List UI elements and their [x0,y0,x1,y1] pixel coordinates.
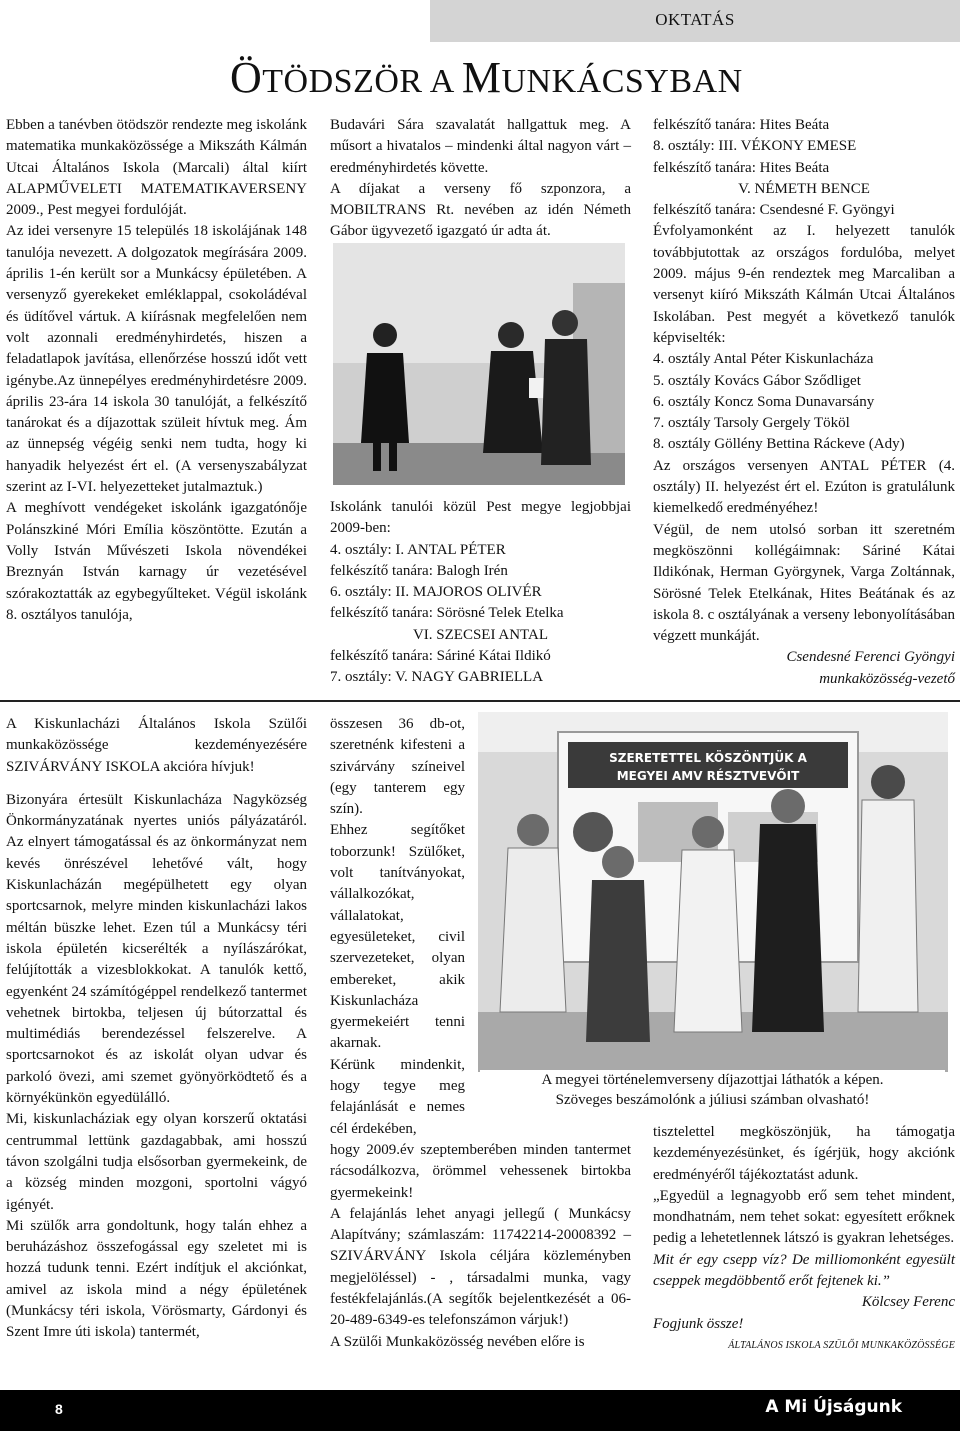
results-line: 7. osztály: V. NAGY GABRIELLA [330,669,544,686]
results-line: 6. osztály: II. MAJOROS OLIVÉR [330,584,542,601]
author-role: munkaközösség-vezető [819,670,955,687]
article-column-5-wide [330,1140,631,1353]
paragraph: Iskolánk tanulói közül Pest megye legjobbjai 2009-ben: [330,499,631,537]
article-column-5-narrow [330,714,465,1140]
results-line: 4. osztály: I. ANTAL PÉTER [330,541,506,558]
results-line: felkészítő tanára: Hites Beáta [653,117,830,133]
paragraph: A díjakat a verseny fő szponzora, a MOBILTRANS Rt. nevében az idén Németh Gábor ügyvezető igazgató úr adta át. [330,180,631,240]
paragraph: A felajánlás lehet anyagi jellegű ( Munkácsy Alapítvány; számlaszám: 11742214-20008392 – SZIVÁRVÁNY Iskola céljára közleményben megjelöléssel) - , társadalmi munka, vagy festékfelajánlás.(A segítők bejelentkezését a 06-20-489-6349-es telefonszámon várjuk!) [330,1205,631,1329]
page-footer [0,1390,960,1431]
paragraph: Végül, de nem utolsó sorban itt szeretném megköszönni kollégáimnak: Sáriné Kátai Ildikónak, Herman Györgynek, Varga Zoltánnak, Sörösné Telek Etelkának, Hites Beátának és az iskola 8. c osztályának a verseny lebonyolításában végzett munkáját. [653,521,955,645]
paragraph: Mi, kiskunlacháziak egy olyan korszerű oktatási centrummal lettünk gazdagabbak, ami hosszú távon szolgálni tudja elsősorban gyermekeink, de a község minden mozgoni, sportolni vágyó igényét. [6,1111,307,1213]
students-group-photo [478,712,948,1072]
section-header-bar [430,0,960,42]
paragraph: Kérünk mindenkit, hogy tegye meg felajánlását e nemes cél érdekében, [330,1056,465,1137]
paragraph: Bizonyára értesült Kiskunlacháza Nagyközség Önkormányzatának nyertes uniós pályázatáról. Az elnyert támogatással és az önkormányzat nem kevés önrészével lehetővé vált, hogy Kiskunlacházán megépülhetett egy olyan sportcsarnok, melyre minden kiskunlacházi lakos méltán büszke lehet. Ezen túl a Munkácsy téri iskola épületén kicserélték a nyílászárókat, felújították a vizesblokkokat. A tanulók kettő, egyenként 24 számítógéppel rendelkező tantermet vehetnek birtokba, teljesen új bútorzattal és multimédiás berendezéssel felszerelve. A sportcsarnokot és az iskolát olyan udvar és parkoló övezi, ami szemet gyönyörködtető és a környékünkön egyedülálló. [6,791,307,1107]
results-line: felkészítő tanára: Hites Beáta [653,159,830,176]
results-line: 4. osztály Antal Péter Kiskunlacháza [653,351,874,368]
article-column-6 [653,1122,955,1356]
paragraph: tisztelettel megköszönjük, ha támogatja kezdeményezésünket, és ígérjük, hogy akciónk eredményéről tájékoztatást adunk. [653,1124,955,1183]
author-name: Csendesné Ferenci Gyöngyi [786,649,955,666]
results-line: VI. SZECSEI ANTAL [412,626,549,643]
results-line: 6. osztály Koncz Soma Dunavarsány [653,393,875,410]
photo-caption [480,1070,945,1110]
paragraph: A Szülői Munkaközösség nevében előre is [330,1333,585,1350]
paragraph: Évfolyamonként az I. helyezett tanulók továbbjutottak az országos fordulóba, melyet 2009. május 9-én rendeztek meg Marcaliban a versenyt kiíró Mikszáth Kálmán Utcai Általános Iskolában. Pest megyét a következő tanulók képviselték: [653,223,955,346]
results-line: 5. osztály Kovács Gábor Sződliget [653,372,861,389]
results-line: 8. osztály Göllény Bettina Ráckeve (Ady) [653,436,905,453]
results-line: V. NÉMETH BENCE [738,180,870,197]
section-divider [0,700,960,702]
paragraph: Ebben a tanévben ötödször rendezte meg iskolánk matematika munkaközössége a Mikszáth Kálmán Utcai Általános Iskola (Marcali) által kiírt ALAPMŰVELETI MATEMATIKAVERSENY 2009., Pest megyei fordulóját. [6,117,307,219]
section-label: OKTATÁS [655,10,735,29]
signature: ÁLTALÁNOS ISKOLA SZÜLŐI MUNKAKÖZÖSSÉGE [728,1339,955,1351]
article-column-2-top [330,115,631,243]
paragraph: hogy 2009.év szeptemberében minden tantermet rácsodálkozva, örömmel vehessenek birtokba gyermekeink! [330,1142,631,1201]
paragraph: összesen 36 db-ot, szeretnénk kifesteni a szivárvány színeivel (egy tanterem egy szín). [330,716,465,818]
results-line: felkészítő tanára: Sáriné Kátai Ildikó [330,648,551,665]
banner-line-2: MEGYEI AMV RÉSZTVEVŐIT [616,769,800,783]
slogan: Fogjunk össze! [653,1315,744,1332]
paragraph: Az idei versenyre 15 település 18 iskolájának 148 tanulója nevezett. A dolgozatok megírására 2009. április 1-én került sor a Munkácsy épületében. A versenyző gyerekeket emléklappal, csokoládéval és üdítővel vártuk. A kiírásnak megfelelően nem volt azonnali eredményhirdetés, hiszen a feladatlapok javítása, ellenőrzése hosszú időt vett igénybe.Az ünnepélyes eredményhirdetésre 2009. április 23-ára 14 iskola 30 tanulóját, a felkészítő tanárokat és a díjazottak szüleit hívtuk meg. Ám az ünnepség végéig senki nem tudta, hogy ki hanyadik helyezést ért el. (A versenyszabályzat szerint az I-VI. helyezetteket jutalmaztuk.) [6,223,307,496]
results-line: felkészítő tanára: Csendesné F. Gyöngyi [653,202,895,219]
paragraph: Ehhez segítőket toborzunk! Szülőket, volt tanítványokat, vállalkozókat, vállalatokat, egyesületeket, civil szervezeteket, olyan embereket, akik Kiskunlacháza gyermekeiért tenni akarnak. [330,822,465,1052]
quote: „Egyedül a legnagyobb erő sem tehet mindent, mondhatnám, nem tehet sokat: egyesített erőknek pedig a lehetetlennek látszó is gyakran lehetséges. [653,1187,955,1247]
article-column-4 [6,714,307,1344]
paragraph: A Kiskunlacházi Általános Iskola Szülői munkaközössége kezdeményezésére SZIVÁRVÁNY ISKOLA akcióra hívjuk! [6,716,307,775]
caption-line: A megyei történelemverseny díjazottjai láthatók a képen. [541,1072,884,1088]
results-line: felkészítő tanára: Sörösné Telek Etelka [330,605,564,622]
award-ceremony-photo [333,243,625,485]
results-line: 7. osztály Tarsoly Gergely Tököl [653,415,850,432]
paragraph: Mi szülők arra gondoltunk, hogy talán ehhez a beruházáshoz összefogással egy szeletet mi is hozzá tudunk tenni. Ezért indítjuk el akciónkat, amivel az iskola mind a négy épületének (Munkácsy téri iskola, Vörösmarty, Gárdonyi és Szent Imre úti iskola) tantermét, [6,1217,307,1341]
results-line: 8. osztály: III. VÉKONY EMESE [653,138,857,155]
quote: Mit ér egy csepp víz? De milliomonként egyesült cseppek megdöbbentő erőt fejtenek ki.” [653,1251,955,1290]
article-title: ÖTÖDSZÖR A MUNKÁCSYBAN [230,53,743,102]
caption-line: Szöveges beszámolónk a júliusi számban olvasható! [555,1092,870,1108]
page-number: 8 [55,1401,63,1417]
banner-line-1: SZERETETTEL KÖSZÖNTJÜK A [609,751,807,765]
magazine-name: A Mi Újságunk [765,1397,902,1417]
paragraph: A meghívott vendégeket iskolánk igazgatónője Polánszkiné Móri Emília köszöntötte. Ezután a Volly István Művészeti Iskola növendékei Breznyán István karnagy úr vezetésével szórakoztatták az egybegyűlteket. Végül iskolánk 8. osztályos tanulója, [6,500,307,623]
quote-author: Kölcsey Ferenc [861,1294,955,1311]
article-column-1 [6,115,307,626]
results-line: felkészítő tanára: Balogh Irén [330,562,508,579]
article-column-3 [653,115,955,690]
article-column-2-bottom [330,497,631,689]
paragraph: Az országos versenyen ANTAL PÉTER (4. osztály) II. helyezést ért el. Ezúton is gratulálunk kiemelkedő eredményéhez! [653,457,955,517]
paragraph: Budavári Sára szavalatát hallgattuk meg. A műsort a hivatalos – mindenki által nagyon várt – eredményhirdetés követte. [330,117,631,176]
